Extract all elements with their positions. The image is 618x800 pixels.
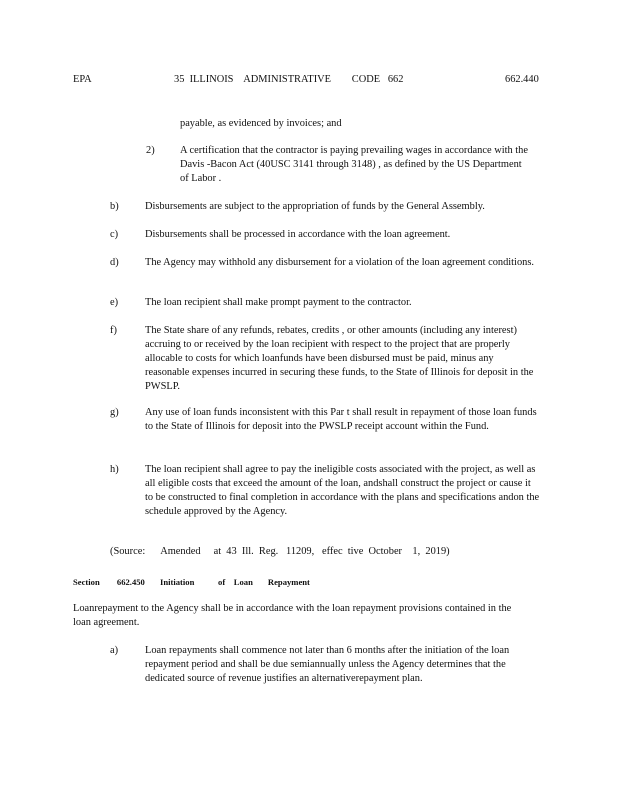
subsection-label: g) [110,407,119,418]
continuation-text: payable, as evidenced by invoices; and [180,118,342,129]
subsection-label: f) [110,325,117,336]
header-agency: EPA [73,74,92,85]
source-note: (Source: Amended at 43 Ill. Reg. 11209, effec tive October 1, 2019) [110,546,450,557]
subsection-label: b) [110,201,119,212]
subsection-text: Disbursements shall be processed in accordance with the loan agreement. [145,229,451,240]
header-code: 35 ILLINOIS ADMINISTRATIVE CODE 662 [174,74,404,85]
subsection-label: c) [110,229,119,240]
subsection-text: Disbursements are subject to the appropriation of funds by the General Assembly. [145,201,485,212]
item-text: A certification that the contractor is paying prevailing wages in accordance with the Davis -Bacon Act (40USC 3141 through 3148) , as defined by the US Department of Labor . [180,145,528,184]
section-number: Section 662.450 [73,577,145,587]
header-section-number: 662.440 [505,74,539,85]
subsection-text: Loan repayments shall commence not later than 6 months after the initiation of the loan repayment period and shall be due semiannually unless the Agency determines that the dedicated source of revenue justifies an alternativerepayment plan. [145,645,510,684]
subsection-text: The loan recipient shall agree to pay the ineligible costs associated with the project, as well as all eligible costs that exceed the amount of the loan, andshall construct the project or cause it to be constructed to final completion in accordance with the plans and specifications andon the schedule approved by the Agency. [145,464,540,517]
subsection-text: The State share of any refunds, rebates, credits , or other amounts (including any interest) accruing to or received by the loan recipient with respect to the project that are properly allocable to costs for which loanfunds have been disbursed must be paid, minus any reasonable expenses incurred in securing these funds, to the State of Illinois for deposit in the PWSLP. [145,325,534,392]
subsection-label: a) [110,645,119,656]
subsection-text: The loan recipient shall make prompt payment to the contractor. [145,297,412,308]
subsection-label: e) [110,297,119,308]
item-label: 2) [146,145,155,156]
subsection-text: Any use of loan funds inconsistent with this Par t shall result in repayment of those loan funds to the State of Illinois for deposit into the PWSLP receipt account within the Fund. [145,407,537,432]
subsection-label: d) [110,257,119,268]
subsection-label: h) [110,464,119,475]
section-title: Initiation of Loan Repayment [160,577,310,587]
section-intro: Loanrepayment to the Agency shall be in accordance with the loan repayment provisions contained in the loan agreement. [73,603,512,628]
subsection-text: The Agency may withhold any disbursement for a violation of the loan agreement conditions. [145,257,534,268]
